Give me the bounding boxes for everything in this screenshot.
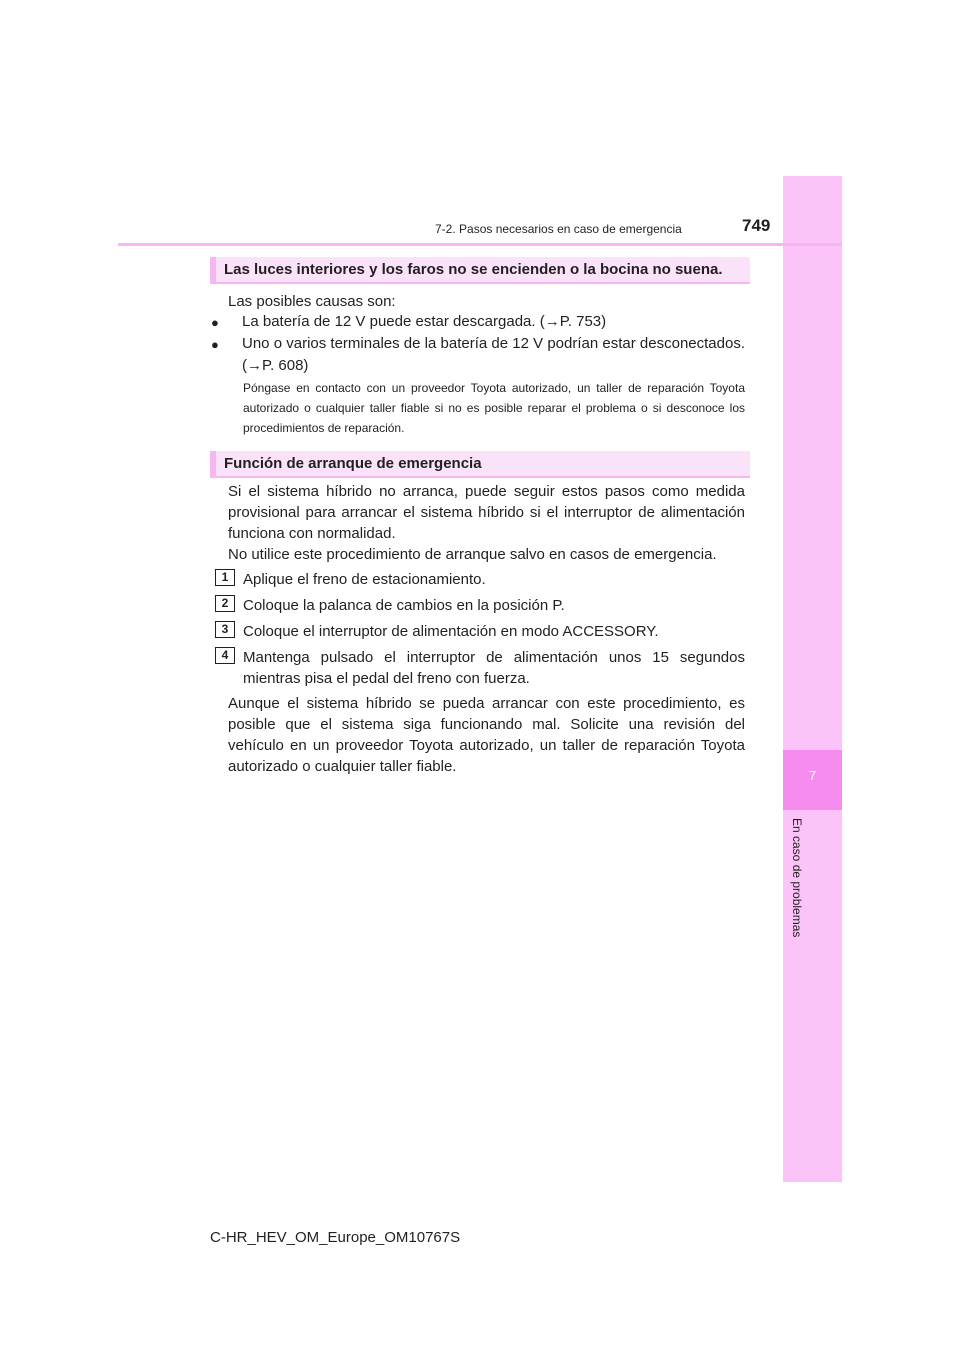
- section-heading-text: Las luces interiores y los faros no se encienden o la bocina no suena.: [224, 261, 723, 278]
- bullet-item: Uno o varios terminales de la batería de 12 V podrían estar desconectados. (→P. 608): [242, 335, 745, 374]
- header-divider: [118, 243, 842, 246]
- emergency-warning: No utilice este procedimiento de arranque salvo en casos de emergencia.: [228, 546, 717, 563]
- chapter-number: 7: [808, 768, 817, 783]
- step-text: Coloque la palanca de cambios en la posición P.: [243, 597, 565, 614]
- step-number-box: 4: [215, 647, 235, 664]
- step-text: Aplique el freno de estacionamiento.: [243, 571, 486, 588]
- step-text: Mantenga pulsado el interruptor de alimentación unos 15 segundos mientras pisa el pedal del freno con fuerza.: [243, 649, 745, 687]
- section-heading-text: Función de arranque de emergencia: [224, 455, 482, 472]
- step-number-box: 2: [215, 595, 235, 612]
- closing-paragraph: Aunque el sistema híbrido se pueda arrancar con este procedimiento, es posible que el sistema siga funcionando mal. Solicite una revisión del vehículo en un proveedor Toyota autorizado, un taller de reparación Toyota autorizado o cualquier taller fiable.: [228, 695, 745, 775]
- step-number-box: 3: [215, 621, 235, 638]
- step-text: Coloque el interruptor de alimentación en modo ACCESSORY.: [243, 623, 659, 640]
- step-number-box: 1: [215, 569, 235, 586]
- causes-intro: Las posibles causas son:: [228, 293, 396, 310]
- running-header: 7-2. Pasos necesarios en caso de emergencia: [435, 222, 682, 236]
- chapter-tab: [783, 176, 842, 1182]
- bullet-icon: ●: [211, 315, 219, 330]
- document-code: C-HR_HEV_OM_Europe_OM10767S: [210, 1229, 461, 1246]
- repair-note: Póngase en contacto con un proveedor Toyota autorizado, un taller de reparación Toyota autorizado o cualquier taller fiable si no es posible reparar el problema o si desconoce los procedimientos de reparación.: [243, 381, 745, 435]
- bullet-icon: ●: [211, 337, 219, 352]
- page-number: 749: [742, 216, 771, 235]
- emergency-intro: Si el sistema híbrido no arranca, puede seguir estos pasos como medida provisional para arrancar el sistema híbrido si el interruptor de alimentación funciona con normalidad.: [228, 483, 745, 542]
- section-heading-emergency-start: [210, 451, 750, 478]
- section-heading-lights: [210, 257, 750, 284]
- chapter-label: En caso de problemas: [790, 818, 804, 938]
- bullet-item: La batería de 12 V puede estar descargada. (→P. 753): [242, 313, 607, 330]
